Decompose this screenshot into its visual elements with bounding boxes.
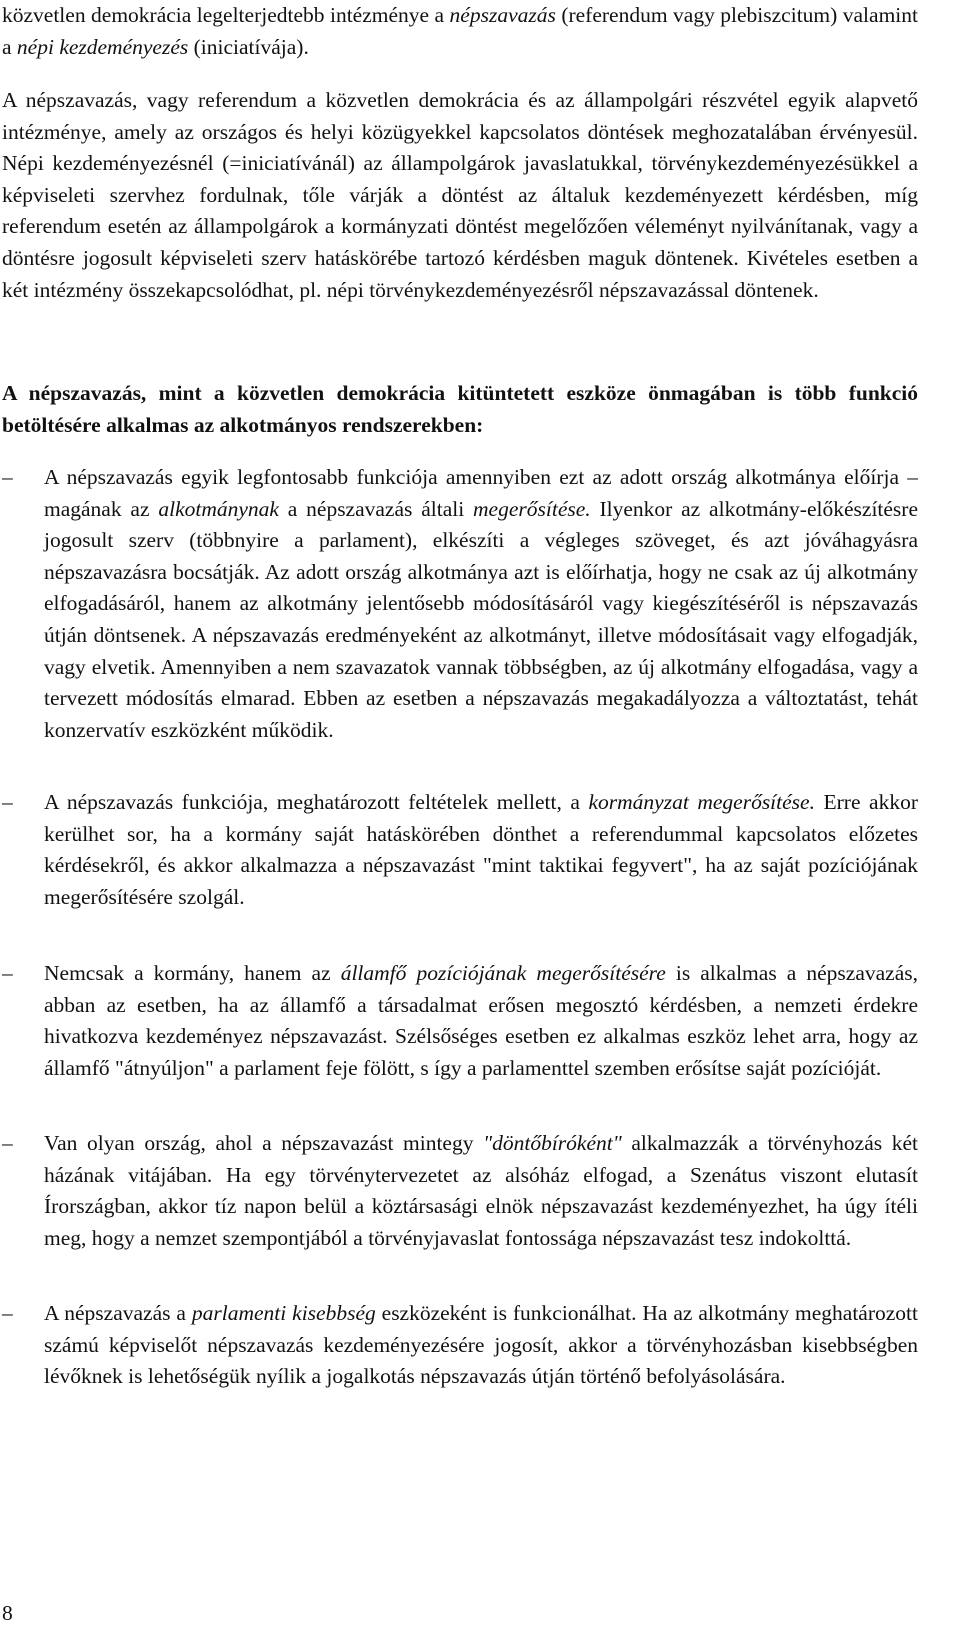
italic-term: népszavazás <box>449 3 556 27</box>
list-item-text: Nemcsak a kormány, hanem az államfő pozíciójának megerősítésére is alkalmas a népszavazás, abban az esetben, ha az államfő a társadalmat erősen megosztó kérdésben, a nemzeti érdekre hivatkozva kezdeményez népszavazást. Szélsőséges esetben ez alkalmas eszköz lehet arra, hogy az államfő "átnyúljon" a parlament feje fölött, s így a parlamenttel szemben erősítse saját pozícióját. <box>44 961 918 1080</box>
italic-term: megerősítése. <box>473 496 591 521</box>
list-item-text: A népszavazás egyik legfontosabb funkciója amennyiben ezt az adott ország alkotmánya előírja – magának az alkotmánynak a népszavazás általi megerősítése. Ilyenkor az alkotmány-előkészítésre jogosult szerv (többnyire a parlament), elkészíti a végleges szöveget, és azt jóváhagyásra népszavazásra bocsátják. Az adott ország alkotmánya azt is előírhatja, hogy ne csak az új alkotmány elfogadásáról, hanem az alkotmány jelentősebb módosításáról vagy kiegészítéséről is népszavazás útján döntsenek. A népszavazás eredményeként az alkotmányt, illetve módosításait vagy elfogadják, vagy elvetik. Amennyiben a nem szavazatok vannak többségben, az új alkotmány elfogadása, vagy a tervezett módosítás elmarad. Ebben az esetben a népszavazás megakadályozza a változtatást, tehát konzervatív eszközként működik. <box>44 465 918 742</box>
section-heading: A népszavazás, mint a közvetlen demokrácia kitüntetett eszköze önmagában is több funkció betöltésére alkalmas az alkotmányos rendszerekben: <box>2 381 918 437</box>
list-item-text: A népszavazás a parlamenti kisebbség eszközeként is funkcionálhat. Ha az alkotmány meghatározott számú képviselőt népszavazás kezdeményezésére jogosít, akkor a törvényhozásban kisebbségben lévőknek is lehetőségük nyílik a jogalkotás népszavazás útján történő befolyásolására. <box>44 1301 918 1389</box>
text-run: közvetlen demokrácia legelterjedtebb intézménye a <box>2 3 450 27</box>
dash-bullet: – <box>2 1131 13 1155</box>
body-paragraph: A népszavazás, vagy referendum a közvetlen demokrácia és az állampolgári részvétel egyik alapvető intézménye, amely az országos és helyi közügyekkel kapcsolatos döntések meghozatalában érvényesül. Népi kezdeményezésnél (=iniciatívánál) az állampolgárok javaslatukkal, törvénykezdeményezésükkel a képviseleti szervhez fordulnak, tőle várják a döntést az általuk kezdeményezett kérdésben, míg referendum esetén az állampolgárok a kormányzati döntést megelőzően véleményt nyilvánítanak, vagy a döntésre jogosult képviseleti szerv hatáskörébe tartozó kérdésben maguk döntenek. Kivételes esetben a két intézmény összekapcsolódhat, pl. népi törvénykezdeményezésről népszavazással döntenek. <box>2 88 918 302</box>
page-number: 8 <box>2 1601 13 1625</box>
dash-bullet: – <box>2 1301 13 1325</box>
text-run: (referendum vagy plebiszcitum) valamint a <box>2 3 918 59</box>
italic-term: államfő pozíciójának megerősítésére <box>340 961 666 985</box>
italic-term: kormányzat megerősítése. <box>588 790 815 814</box>
dash-bullet: – <box>2 961 13 985</box>
list-item-text: A népszavazás funkciója, meghatározott feltételek mellett, a kormányzat megerősítése. Erre akkor kerülhet sor, ha a kormány saját hatáskörében dönthet a referendummal kapcsolatos előzetes kérdésekről, és akkor alkalmazza a népszavazást "mint taktikai fegyvert", ha az saját pozíciójának megerősítésére szolgál. <box>44 790 918 909</box>
intro-paragraph <box>2 0 918 63</box>
dash-bullet: – <box>2 790 13 814</box>
italic-term: alkotmánynak <box>158 496 279 521</box>
dash-bullet: – <box>2 465 13 489</box>
italic-term: népi kezdeményezés <box>16 34 189 59</box>
text-run: (iniciatívája). <box>188 34 309 59</box>
list-item-text: Van olyan ország, ahol a népszavazást mintegy "döntőbíróként" alkalmazzák a törvényhozás két házának vitájában. Ha egy törvénytervezetet az alsóház elfogad, a Szenátus viszont elutasít Írországban, akkor tíz napon belül a köztársasági elnök népszavazást kezdeményezhet, ha úgy ítéli meg, hogy a nemzet szempontjából a törvényjavaslat fontossága népszavazást tesz indokolttá. <box>44 1131 918 1250</box>
italic-term: parlamenti kisebbség <box>191 1301 376 1325</box>
italic-term: "döntőbíróként" <box>483 1131 622 1155</box>
